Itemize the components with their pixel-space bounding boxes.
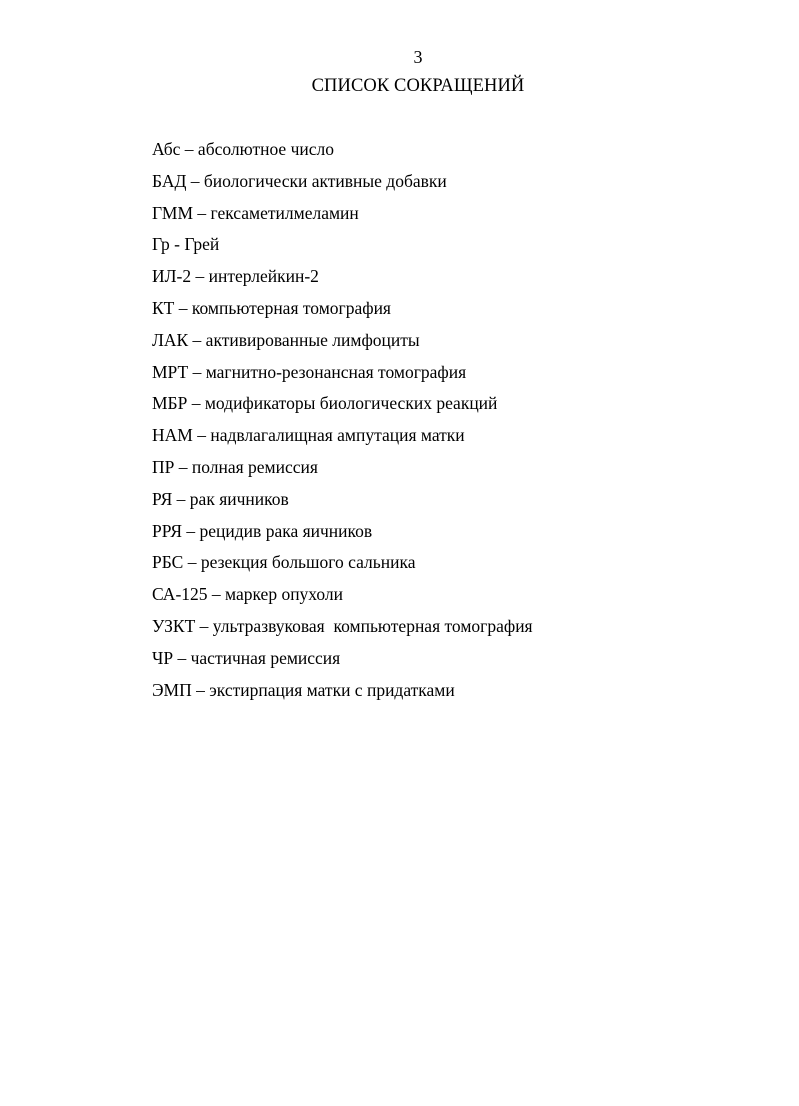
abbreviation-item: РБС – резекция большого сальника	[152, 552, 416, 573]
abbreviation-item: БАД – биологически активные добавки	[152, 170, 447, 191]
abbreviation-item: УЗКТ – ультразвуковая компьютерная томография	[152, 615, 533, 636]
abbreviation-item: РЯ – рак яичников	[152, 488, 289, 509]
abbreviation-list	[152, 137, 533, 709]
abbreviation-item: ЭМП – экстирпация матки с придатками	[152, 679, 455, 700]
abbreviation-item: СА-125 – маркер опухоли	[152, 584, 344, 605]
abbreviation-item: КТ – компьютерная томография	[152, 297, 391, 318]
abbreviation-item: МБР – модификаторы биологических реакций	[152, 393, 498, 414]
abbreviation-item: ИЛ-2 – интерлейкин-2	[152, 266, 319, 287]
abbreviation-item: МРТ – магнитно-резонансная томография	[152, 361, 467, 382]
abbreviation-item: НАМ – надвлагалищная ампутация матки	[152, 425, 465, 446]
page-title: СПИСОК СОКРАЩЕНИЙ	[311, 76, 525, 96]
abbreviation-item: Абс – абсолютное число	[152, 139, 334, 159]
page-number: 3	[413, 47, 423, 67]
abbreviation-item: ЛАК – активированные лимфоциты	[152, 329, 420, 350]
abbreviation-item: ГММ – гексаметилмеламин	[152, 202, 359, 223]
abbreviation-item: Гр - Грей	[152, 234, 220, 255]
abbreviation-item: ЧР – частичная ремиссия	[152, 647, 341, 668]
abbreviation-item: ПР – полная ремиссия	[152, 456, 318, 477]
abbreviation-item: РРЯ – рецидив рака яичников	[152, 520, 373, 541]
